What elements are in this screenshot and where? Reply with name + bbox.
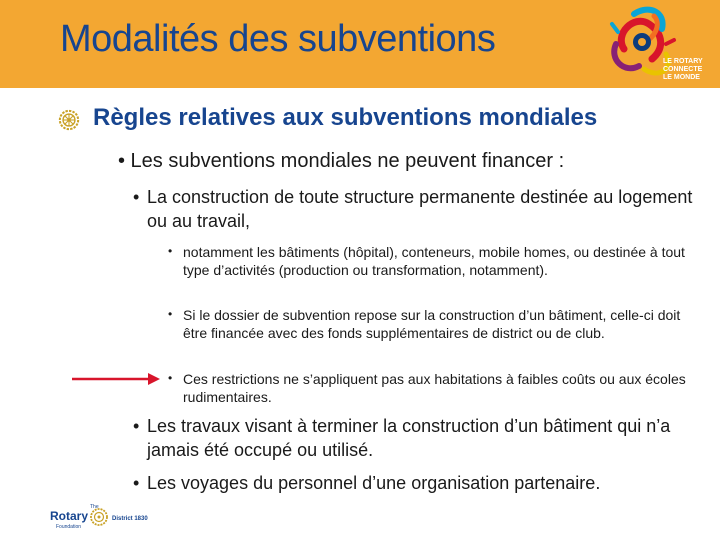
sub-bullet-item — [168, 370, 690, 406]
bullet-mark: • — [133, 473, 140, 493]
bullet-text: Les voyages du personnel d’une organisation partenaire. — [147, 473, 601, 493]
rotary-foundation-logo — [48, 501, 168, 531]
level1-bullet: • Les subventions mondiales ne peuvent financer : — [118, 150, 565, 172]
bullet-text: Si le dossier de subvention repose sur la construction d’un bâtiment, celle-ci doit être financée avec des fonds supplémentaires de district ou de club. — [183, 307, 681, 341]
logo-line: LE MONDE — [663, 74, 700, 81]
bullet-mark: • — [168, 307, 173, 321]
bullet-mark: • — [168, 244, 173, 258]
footer-rotary: Rotary — [50, 509, 89, 523]
sub-bullet-item — [168, 306, 690, 342]
bullet-mark: • — [133, 187, 140, 207]
bullet-mark: • — [133, 416, 140, 436]
logo-line: CONNECTE — [663, 66, 703, 73]
section-heading: Règles relatives aux subventions mondiales — [93, 104, 598, 131]
logo-line: LE ROTARY — [663, 58, 703, 65]
bullet-text: Les travaux visant à terminer la construction d’un bâtiment qui n’a jamais été occupé ou utilisé. — [147, 416, 671, 460]
bullet-mark: • — [168, 371, 173, 385]
sub-bullet-item — [168, 243, 690, 279]
bullet-text: notamment les bâtiments (hôpital), conteneurs, mobile homes, ou destinée à tout type d’activités (production ou transformation, notamment). — [183, 244, 685, 278]
bullet-text: Ces restrictions ne s’appliquent pas aux habitations à faibles coûts ou aux écoles rudimentaires. — [183, 371, 686, 405]
bullet-item — [133, 185, 703, 233]
bullet-item — [133, 471, 713, 495]
footer-foundation: Foundation — [56, 524, 82, 530]
red-arrow-icon — [72, 371, 160, 387]
rotary-wheel-icon — [58, 109, 80, 131]
footer-wheel-icon — [91, 509, 107, 525]
bullet-item — [133, 414, 703, 462]
logo-text — [663, 58, 703, 82]
bullet-text: La construction de toute structure permanente destinée au logement ou au travail, — [147, 187, 693, 231]
slide-title: Modalités des subventions — [60, 18, 496, 60]
footer-the: The — [90, 504, 99, 510]
footer-district: District 1830 — [112, 516, 148, 522]
